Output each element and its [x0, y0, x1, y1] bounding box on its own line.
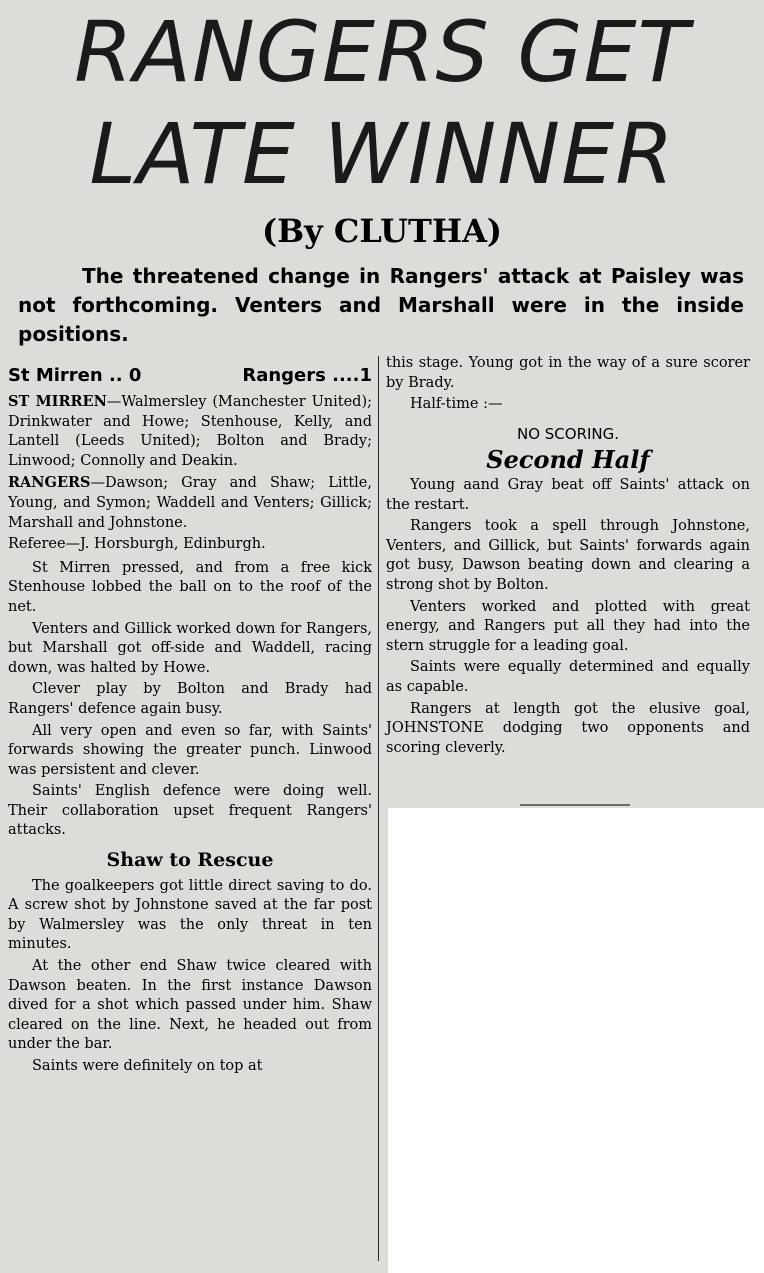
referee-line: Referee—J. Horsburgh, Edinburgh. — [8, 536, 266, 553]
rangers-label: RANGERS — [8, 474, 91, 492]
subhead-second-half: Second Half — [486, 445, 650, 475]
st-mirren-label: ST MIRREN — [8, 393, 107, 410]
right-column — [386, 354, 750, 760]
subhead-shaw-to-rescue: Shaw to Rescue — [106, 849, 274, 872]
intro-paragraph: The threatened change in Rangers' attack at Paisley was not forthcoming. Venters and Marshall were in the inside positions. — [18, 264, 744, 346]
score-line — [8, 364, 372, 388]
paragraph: Venters and Gillick worked down for Rangers, but Marshall got off-side and Waddell, racing down, was halted by Howe. — [8, 620, 372, 676]
half-time-label: Half-time :— — [410, 396, 503, 413]
headline-line-2: LATE WINNER — [89, 105, 675, 203]
headline-line-1: RANGERS GET — [74, 3, 690, 101]
paragraph: St Mirren pressed, and from a free kick Stenhouse lobbed the ball on to the roof of the net. — [8, 559, 372, 615]
paragraph: Venters worked and plotted with great energy, and Rangers put all they had into the stern struggle for a leading goal. — [386, 598, 750, 654]
byline: (By CLUTHA) — [261, 212, 503, 250]
paragraph: Saints were definitely on top at — [32, 1058, 263, 1074]
paragraph: Clever play by Bolton and Brady had Rangers' defence again busy. — [8, 681, 372, 717]
end-rule — [520, 804, 630, 806]
paragraph: All very open and even so far, with Saints' forwards showing the greater punch. Linwood was persistent and clever. — [8, 722, 372, 778]
score-away: Rangers ....1 — [242, 365, 372, 386]
column-divider — [378, 356, 379, 1261]
paragraph: Saints' English defence were doing well. Their collaboration upset frequent Rangers' attacks. — [8, 783, 372, 839]
rangers-lineup — [8, 473, 372, 533]
rangers-players: —Dawson; Gray and Shaw; Little, Young, and Symon; Waddell and Venters; Gillick; Marshall and Johnstone. — [8, 475, 372, 531]
paragraph: Saints were equally determined and equally as capable. — [386, 659, 750, 695]
st-mirren-players: —Walmersley (Manchester United); Drinkwater and Howe; Stenhouse, Kelly, and Lantell (Leeds United); Bolton and Brady; Linwood; Connolly and Deakin. — [8, 394, 372, 469]
half-time-result: NO SCORING. — [516, 424, 620, 443]
paragraph: Rangers took a spell through Johnstone, Venters, and Gillick, but Saints' forwards again got busy, Dawson beating down and clearing a strong shot by Bolton. — [386, 518, 750, 593]
paragraph: Rangers at length got the elusive goal, JOHNSTONE dodging two opponents and scoring cleverly. — [386, 700, 750, 756]
score-home: St Mirren .. 0 — [8, 365, 142, 386]
left-column — [8, 364, 372, 1079]
paragraph: Young aand Gray beat off Saints' attack on the restart. — [386, 476, 750, 513]
paragraph-continued: this stage. Young got in the way of a sure scorer by Brady. — [386, 355, 750, 391]
paragraph: At the other end Shaw twice cleared with Dawson beaten. In the first instance Dawson dived for a shot which passed under him. Shaw cleared on the line. Next, he headed out from under the bar. — [8, 958, 372, 1053]
paragraph: The goalkeepers got little direct saving to do. A screw shot by Johnstone saved at the far post by Walmersley was the only threat in ten minutes. — [8, 877, 372, 953]
st-mirren-lineup — [8, 392, 372, 471]
